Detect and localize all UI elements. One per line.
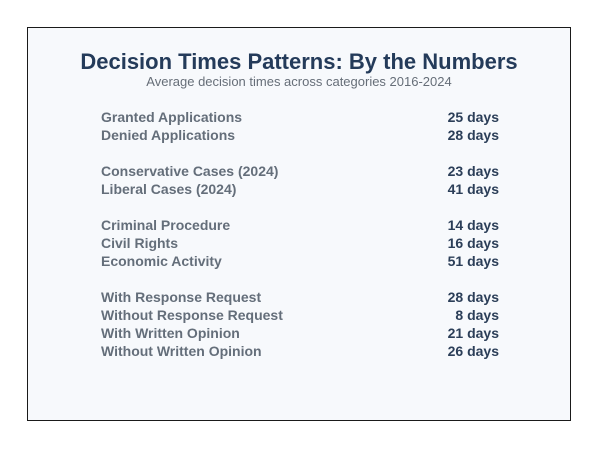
stat-row xyxy=(101,306,499,324)
stat-value: 25 days xyxy=(447,109,499,125)
stat-label: Conservative Cases (2024) xyxy=(101,163,279,179)
stat-label: Liberal Cases (2024) xyxy=(101,181,237,197)
stat-value: 23 days xyxy=(447,163,499,179)
stat-value: 28 days xyxy=(447,289,499,305)
stat-row xyxy=(101,288,499,306)
stat-value: 16 days xyxy=(447,235,499,251)
stat-label: Civil Rights xyxy=(101,235,179,251)
stats-card xyxy=(27,27,571,421)
stat-value: 51 days xyxy=(447,253,499,269)
stat-label: Economic Activity xyxy=(101,253,222,269)
stats-groups xyxy=(101,108,499,378)
stat-row xyxy=(101,252,499,270)
stat-value: 21 days xyxy=(447,325,499,341)
stat-label: With Written Opinion xyxy=(101,325,240,341)
stat-value: 41 days xyxy=(447,181,499,197)
chart-title: Decision Times Patterns: By the Numbers xyxy=(80,49,518,74)
stat-row xyxy=(101,342,499,360)
stat-label: Criminal Procedure xyxy=(101,217,231,233)
stat-label: Denied Applications xyxy=(101,127,236,143)
stat-row xyxy=(101,180,499,198)
stat-row xyxy=(101,108,499,126)
stat-row xyxy=(101,162,499,180)
stat-label: With Response Request xyxy=(101,289,262,305)
stat-label: Without Response Request xyxy=(101,307,283,323)
stat-row xyxy=(101,324,499,342)
chart-subtitle: Average decision times across categories 2016-2024 xyxy=(146,74,452,89)
stat-value: 8 days xyxy=(455,307,499,323)
stats-group xyxy=(101,288,499,360)
stat-row xyxy=(101,126,499,144)
stat-value: 14 days xyxy=(447,217,499,233)
stat-row xyxy=(101,216,499,234)
stat-label: Granted Applications xyxy=(101,109,243,125)
stat-label: Without Written Opinion xyxy=(101,343,262,359)
stat-row xyxy=(101,234,499,252)
stat-value: 26 days xyxy=(447,343,499,359)
stats-group xyxy=(101,162,499,198)
stats-group xyxy=(101,216,499,270)
stat-value: 28 days xyxy=(447,127,499,143)
stats-group xyxy=(101,108,499,144)
